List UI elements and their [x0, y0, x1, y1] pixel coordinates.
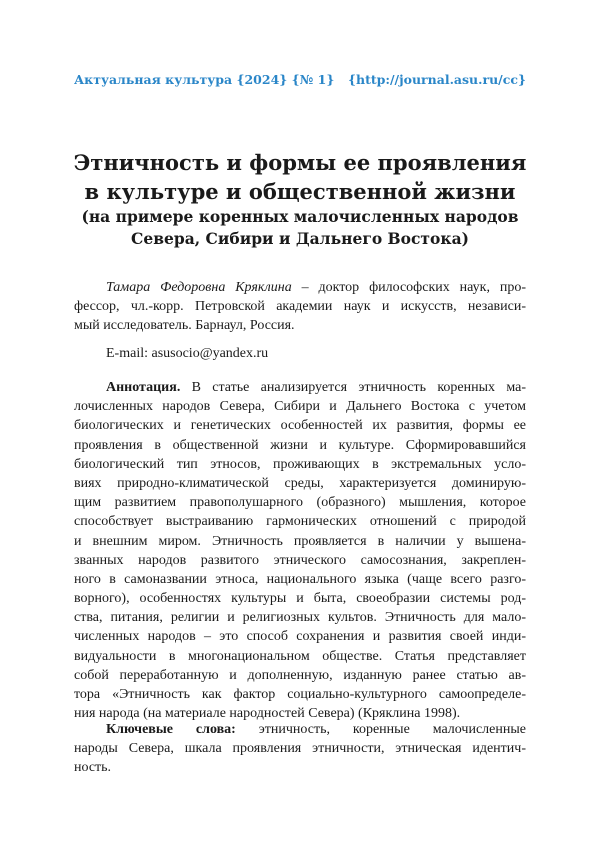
author-line: фессор, чл.-корр. Петровской академии наук и искусств, независи- [74, 299, 526, 315]
abstract-line: лочисленных народов Севера, Сибири и Дальнего Востока с учетом [74, 399, 526, 415]
abstract-line: званных народов развитого этнического самосознания, закреплен- [74, 552, 526, 568]
running-header [74, 72, 526, 87]
author-name: Тамара Федоровна Кряклина [106, 280, 292, 295]
journal-issue: Актуальная культура {2024} {№ 1} [74, 72, 335, 87]
abstract-line: ворного), особенностях культуры и быта, своеобразии системы род- [74, 591, 526, 607]
keywords [74, 720, 526, 778]
abstract-line: Аннотация. В статье анализируется этничность коренных ма- [106, 380, 526, 395]
subtitle-line: Севера, Сибири и Дальнего Востока) [131, 229, 469, 248]
article-subtitle [40, 206, 560, 250]
journal-url-link[interactable]: {http://journal.asu.ru/cc} [347, 72, 526, 87]
abstract-line: способствует выстраиванию гармонических отношений с природой [74, 514, 526, 530]
author-info [74, 278, 526, 336]
article-title-block [40, 148, 560, 250]
keywords-label: Ключевые слова: [106, 722, 236, 737]
keywords-line: Ключевые слова: этничность, коренные малочисленные [106, 722, 526, 737]
abstract-line: ного в самоназвании этноса, национального языка (чаще всего разго- [74, 571, 526, 587]
abstract-line: биологический тип этносов, проживающих в экстремальных усло- [74, 456, 526, 472]
abstract-line: и внешним миром. Этничность проявляется в наличии у вышена- [74, 533, 526, 549]
keywords-line: ность. [74, 760, 112, 776]
author-email[interactable]: E-mail: asusocio@yandex.ru [106, 346, 269, 361]
author-line: мый исследователь. Барнаул, Россия. [74, 318, 295, 334]
abstract-line: щим развитием правополушарного (образного) мышления, которое [74, 495, 526, 511]
abstract-line: биологических и генетических особенностей их развития, формы ее [74, 418, 526, 434]
abstract-label: Аннотация. [106, 380, 181, 395]
title-line: Этничность и формы ее проявления [73, 150, 527, 175]
subtitle-line: (на примере коренных малочисленных народов [81, 207, 519, 226]
abstract-line: тора «Этничность как фактор социально-культурного самоопределе- [74, 687, 526, 702]
abstract-line: проявления в общественной жизни и культуре. Сформировавшийся [74, 437, 526, 453]
abstract-line: собой переработанную и дополненную, изданную ранее статью ав- [74, 667, 526, 683]
title-line: в культуре и общественной жизни [84, 179, 516, 204]
abstract-line: видуальности в многонациональном обществе. Статья представляет [74, 648, 526, 664]
keywords-line: народы Севера, шкала проявления этничности, этническая идентич- [74, 741, 526, 757]
abstract-line: ства, питания, религии и религиозных культов. Этничность для мало- [74, 610, 526, 626]
abstract-line: виях природно-климатической среды, характеризуется доминирую- [74, 475, 526, 491]
article-title [40, 148, 560, 206]
abstract [74, 378, 526, 723]
abstract-line: ния народа (на материале народностей Севера) (Кряклина 1998). [74, 706, 461, 722]
author-line: Тамара Федоровна Кряклина – доктор философских наук, про- [106, 280, 526, 295]
abstract-line: численных народов – это способ сохранения и развития своей инди- [74, 629, 526, 645]
